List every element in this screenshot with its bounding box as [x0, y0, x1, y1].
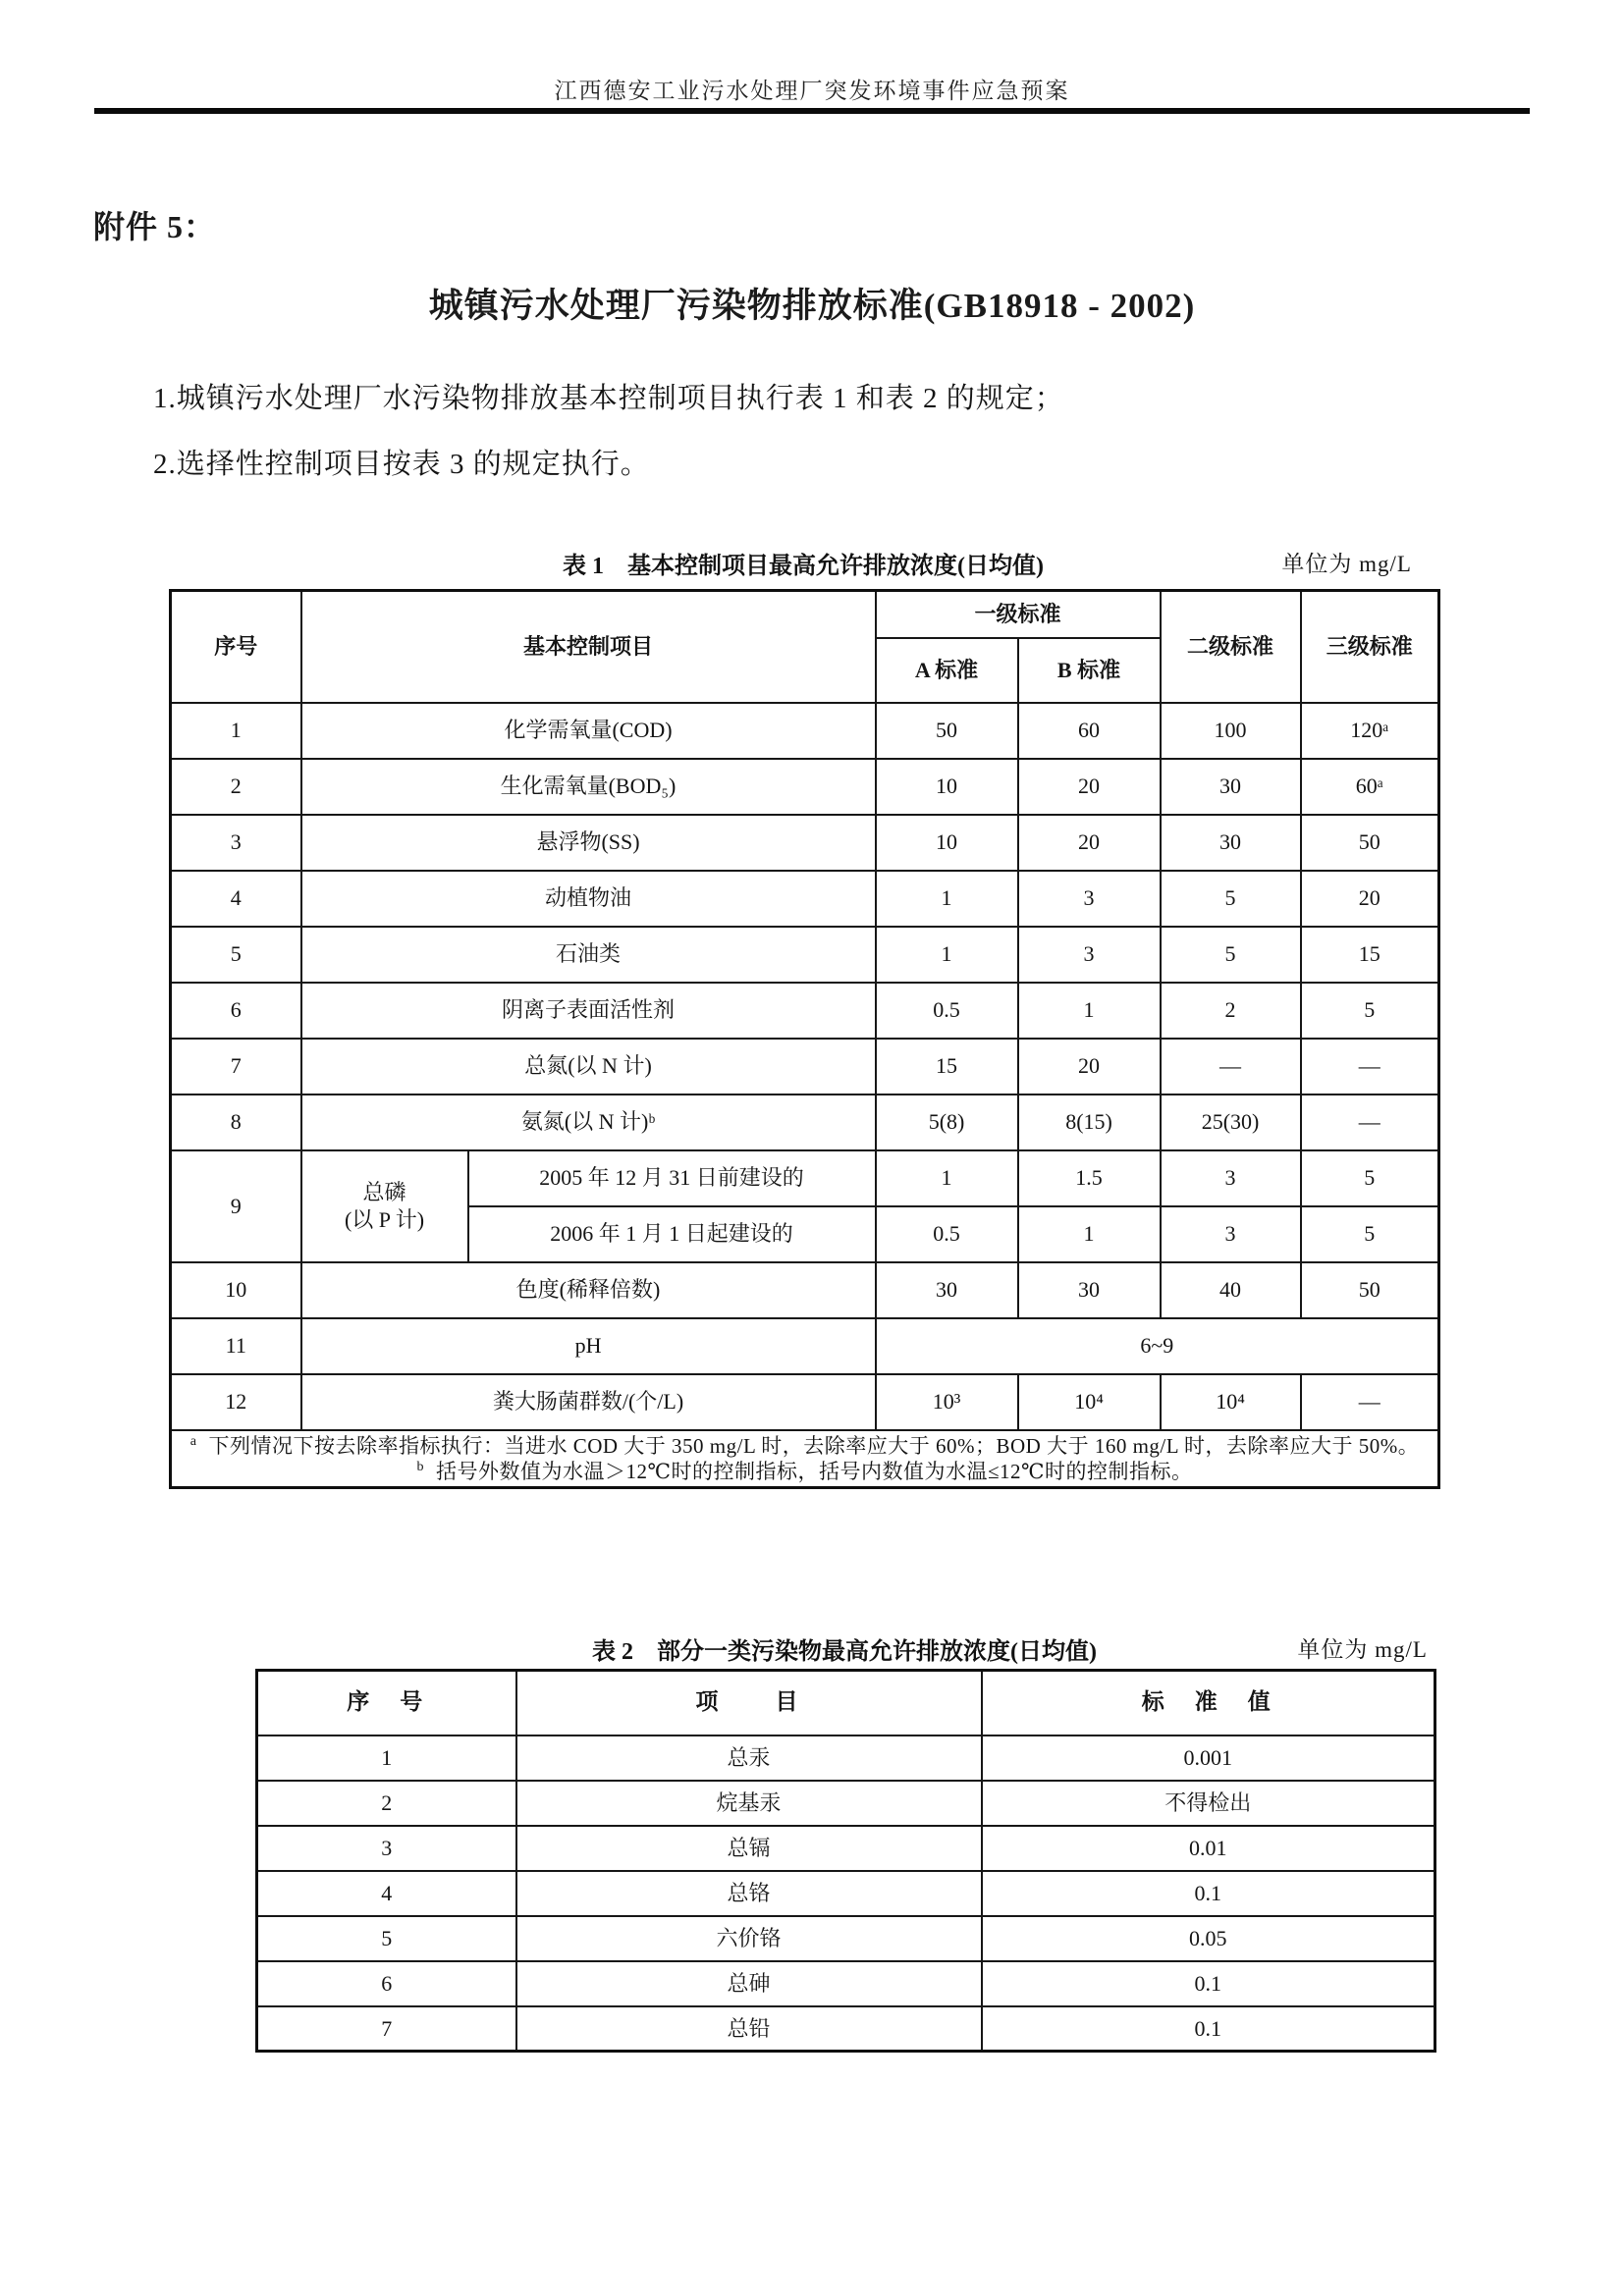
table-row-9a: [171, 1150, 1439, 1206]
footnote-a-marker: a: [189, 1433, 197, 1449]
value-cell: 10: [876, 815, 1018, 871]
value-cell: 15: [1301, 927, 1439, 983]
seq-cell: 4: [171, 871, 301, 927]
value-cell: 30: [876, 1262, 1018, 1318]
col-header-seq: 序 号: [257, 1671, 516, 1735]
value-cell: 2: [1161, 983, 1301, 1039]
table-row: [171, 1039, 1439, 1095]
item-cell: 总砷: [516, 1961, 982, 2006]
page-title: 城镇污水处理厂污染物排放标准(GB18918 - 2002): [428, 287, 1196, 325]
value-cell: 20: [1018, 815, 1161, 871]
paragraph-1: 1.城镇污水处理厂水污染物排放基本控制项目执行表 1 和表 2 的规定；: [153, 383, 1064, 414]
paragraph-2: 2.选择性控制项目按表 3 的规定执行。: [153, 449, 650, 480]
col-header-value: 标 准 值: [982, 1671, 1435, 1735]
col-header-grade1a: A 标准: [876, 638, 1018, 703]
value-cell: 0.1: [982, 1871, 1435, 1916]
item-cell: 粪大肠菌群数/(个/L): [301, 1374, 876, 1430]
item-cell: 总铅: [516, 2006, 982, 2052]
value-cell: 5(8): [876, 1095, 1018, 1150]
col-header-item: 基本控制项目: [301, 591, 876, 703]
value-cell: 5: [1301, 1150, 1439, 1206]
table2: [255, 1669, 1436, 2053]
value-cell: 0.05: [982, 1916, 1435, 1961]
item-cell: 化学需氧量(COD): [301, 703, 876, 759]
col-header-seq: 序号: [171, 591, 301, 703]
footnote-a: [178, 1433, 1432, 1459]
table1: [169, 589, 1440, 1489]
item-cell: 总汞: [516, 1735, 982, 1781]
header-rule: [94, 108, 1530, 114]
item-cell: 色度(稀释倍数): [301, 1262, 876, 1318]
seq-cell: 1: [257, 1735, 516, 1781]
table-row: [257, 1961, 1435, 2006]
value-cell: —: [1301, 1374, 1439, 1430]
table-row: [171, 815, 1439, 871]
table1-footnote-row: [171, 1430, 1439, 1488]
condition-cell: 2005 年 12 月 31 日前建设的: [468, 1150, 876, 1206]
footnote-b-marker: b: [416, 1459, 424, 1474]
item-line1: 总磷: [362, 1180, 406, 1204]
value-cell: 20: [1018, 759, 1161, 815]
value-cell: —: [1301, 1039, 1439, 1095]
table-row: [257, 1735, 1435, 1781]
value-cell: 10⁴: [1161, 1374, 1301, 1430]
table-row: [171, 1095, 1439, 1150]
value-cell: 5: [1301, 983, 1439, 1039]
table-row: [257, 1781, 1435, 1826]
value-cell: 3: [1018, 871, 1161, 927]
value-cell: 1: [1018, 1206, 1161, 1262]
value-cell: 1: [876, 871, 1018, 927]
item-cell: 动植物油: [301, 871, 876, 927]
value-cell: —: [1301, 1095, 1439, 1150]
value-cell: 1: [1018, 983, 1161, 1039]
seq-cell: 10: [171, 1262, 301, 1318]
value-cell: 40: [1161, 1262, 1301, 1318]
seq-cell: 7: [171, 1039, 301, 1095]
table2-unit: 单位为 mg/L: [1297, 1637, 1428, 1662]
seq-cell: 1: [171, 703, 301, 759]
value-cell: 60: [1018, 703, 1161, 759]
value-cell: 25(30): [1161, 1095, 1301, 1150]
col-header-grade1b: B 标准: [1018, 638, 1161, 703]
value-cell: 1: [876, 927, 1018, 983]
value-cell: 3: [1161, 1206, 1301, 1262]
value-cell: 100: [1161, 703, 1301, 759]
value-cell: 10³: [876, 1374, 1018, 1430]
value-cell: 15: [876, 1039, 1018, 1095]
value-cell: 10⁴: [1018, 1374, 1161, 1430]
value-cell: 50: [1301, 815, 1439, 871]
value-cell: 30: [1161, 815, 1301, 871]
footnote-cell: [171, 1430, 1439, 1488]
table-row: [171, 983, 1439, 1039]
table-row: [171, 703, 1439, 759]
value-cell: 30: [1018, 1262, 1161, 1318]
item-cell: 悬浮物(SS): [301, 815, 876, 871]
item-cell: 氨氮(以 N 计)ᵇ: [301, 1095, 876, 1150]
value-cell: 1: [876, 1150, 1018, 1206]
value-cell: 0.5: [876, 1206, 1018, 1262]
table-row: [257, 2006, 1435, 2052]
col-header-grade2: 二级标准: [1161, 591, 1301, 703]
value-cell: 不得检出: [982, 1781, 1435, 1826]
table-row: [171, 1262, 1439, 1318]
item-cell: pH: [301, 1318, 876, 1374]
seq-cell: 3: [257, 1826, 516, 1871]
condition-cell: 2006 年 1 月 1 日起建设的: [468, 1206, 876, 1262]
footnote-b: [178, 1459, 1432, 1484]
seq-cell: 9: [171, 1150, 301, 1262]
footnote-b-text: 括号外数值为水温＞12℃时的控制指标，括号内数值为水温≤12℃时的控制指标。: [436, 1459, 1193, 1483]
item-cell: 六价铬: [516, 1916, 982, 1961]
item-cell: 阴离子表面活性剂: [301, 983, 876, 1039]
table-row: [171, 871, 1439, 927]
table-row: [171, 927, 1439, 983]
value-cell: 50: [876, 703, 1018, 759]
item-cell: 生化需氧量(BOD₅): [301, 759, 876, 815]
item-cell-phosphorus: [301, 1150, 468, 1262]
seq-cell: 11: [171, 1318, 301, 1374]
item-cell: 总镉: [516, 1826, 982, 1871]
value-cell: 5: [1161, 927, 1301, 983]
seq-cell: 6: [257, 1961, 516, 2006]
value-cell: 0.5: [876, 983, 1018, 1039]
value-cell: 3: [1018, 927, 1161, 983]
value-cell: 0.01: [982, 1826, 1435, 1871]
table2-header-row: [257, 1671, 1435, 1735]
attachment-label: 附件 5：: [93, 209, 217, 244]
table-row-ph: [171, 1318, 1439, 1374]
table1-caption: 表 1 基本控制项目最高允许排放浓度(日均值): [563, 554, 1044, 579]
seq-cell: 12: [171, 1374, 301, 1430]
seq-cell: 5: [257, 1916, 516, 1961]
seq-cell: 2: [171, 759, 301, 815]
value-cell: —: [1161, 1039, 1301, 1095]
value-cell: 10: [876, 759, 1018, 815]
col-header-grade3: 三级标准: [1301, 591, 1439, 703]
seq-cell: 6: [171, 983, 301, 1039]
item-cell: 石油类: [301, 927, 876, 983]
table-row: [257, 1826, 1435, 1871]
value-cell: 30: [1161, 759, 1301, 815]
item-line2: (以 P 计): [344, 1206, 425, 1232]
seq-cell: 5: [171, 927, 301, 983]
value-cell: 1.5: [1018, 1150, 1161, 1206]
table-row: [171, 759, 1439, 815]
value-cell: 5: [1161, 871, 1301, 927]
value-cell: 3: [1161, 1150, 1301, 1206]
value-cell: 8(15): [1018, 1095, 1161, 1150]
value-cell: 0.001: [982, 1735, 1435, 1781]
value-cell: 20: [1301, 871, 1439, 927]
item-cell: 烷基汞: [516, 1781, 982, 1826]
seq-cell: 3: [171, 815, 301, 871]
value-cell: 50: [1301, 1262, 1439, 1318]
seq-cell: 8: [171, 1095, 301, 1150]
value-cell: 120ᵃ: [1301, 703, 1439, 759]
footnote-a-text: 下列情况下按去除率指标执行：当进水 COD 大于 350 mg/L 时，去除率应大于 60%；BOD 大于 160 mg/L 时，去除率应大于 50%。: [208, 1433, 1420, 1458]
table1-caption-row: [169, 546, 1437, 580]
table1-unit: 单位为 mg/L: [1281, 552, 1412, 576]
running-header: 江西德安工业污水处理厂突发环境事件应急预案: [554, 79, 1070, 103]
value-cell: 5: [1301, 1206, 1439, 1262]
item-cell: 总铬: [516, 1871, 982, 1916]
table-row: [257, 1871, 1435, 1916]
value-cell: 0.1: [982, 1961, 1435, 2006]
seq-cell: 7: [257, 2006, 516, 2052]
table1-header-row-1: [171, 591, 1439, 638]
seq-cell: 2: [257, 1781, 516, 1826]
value-cell: 20: [1018, 1039, 1161, 1095]
value-cell: 0.1: [982, 2006, 1435, 2052]
value-cell: 60ᵃ: [1301, 759, 1439, 815]
table2-caption: 表 2 部分一类污染物最高允许排放浓度(日均值): [592, 1639, 1097, 1665]
value-cell-span: 6~9: [876, 1318, 1439, 1374]
col-header-item: 项 目: [516, 1671, 982, 1735]
table-row: [257, 1916, 1435, 1961]
col-header-grade1: 一级标准: [876, 591, 1161, 638]
item-cell: 总氮(以 N 计): [301, 1039, 876, 1095]
table2-caption-row: [255, 1631, 1434, 1666]
seq-cell: 4: [257, 1871, 516, 1916]
table-row: [171, 1374, 1439, 1430]
